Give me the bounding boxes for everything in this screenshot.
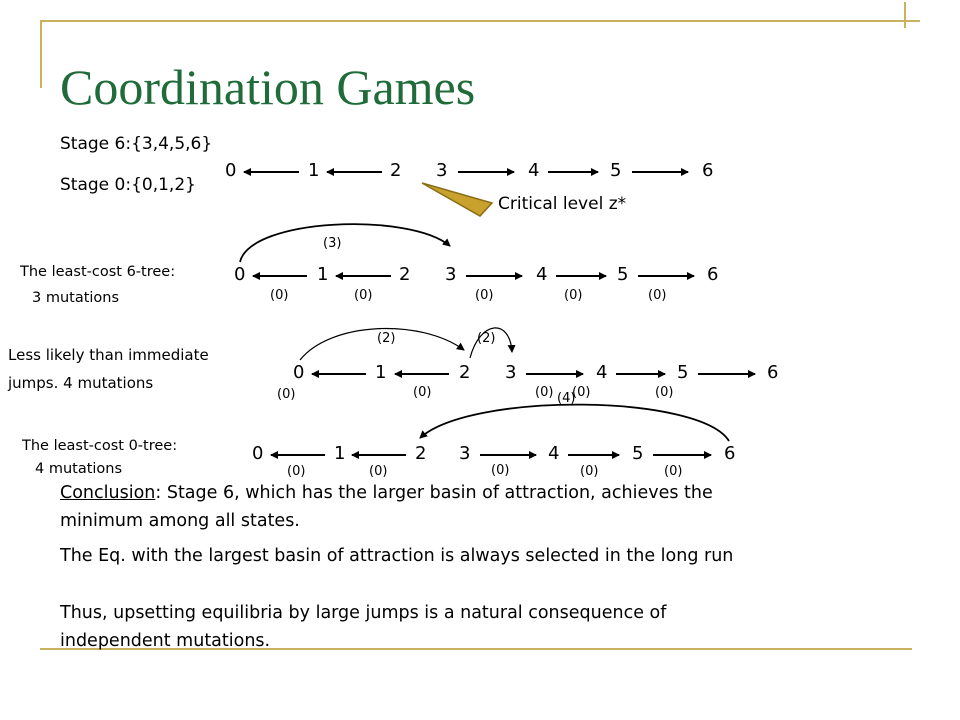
row4-state-5: 5 [632, 443, 644, 464]
row3-state-2: 2 [459, 362, 471, 383]
tree3-jump-cost: (4) [557, 391, 576, 406]
conclusion-line5: independent mutations. [60, 631, 271, 651]
tree3-cost-a: (0) [287, 464, 306, 479]
conclusion-line3: The Eq. with the largest basin of attraction is always selected in the long run [60, 546, 734, 566]
row1-state-6: 6 [702, 160, 714, 181]
conclusion-line1-text: : Stage 6, which has the larger basin of attraction, achieves the [155, 483, 713, 503]
tree3-cost-d: (0) [580, 464, 599, 479]
critical-level-pointer [422, 183, 492, 216]
tree1-jump-arc [240, 224, 450, 262]
conclusion-label: Conclusion [60, 483, 156, 503]
row2-state-6: 6 [707, 264, 719, 285]
tree3-cost-b: (0) [369, 464, 388, 479]
row2-state-1: 1 [317, 264, 329, 285]
conclusion-line4: Thus, upsetting equilibria by large jumps is a natural consequence of [60, 603, 667, 623]
critical-level-label: Critical level z* [498, 194, 627, 214]
row1-state-0: 0 [225, 160, 237, 181]
row2-state-5: 5 [617, 264, 629, 285]
tree2-cost-b: (0) [413, 385, 432, 400]
conclusion-line2: minimum among all states. [60, 511, 300, 531]
slide-title: Coordination Games [60, 59, 476, 115]
row1-state-2: 2 [390, 160, 402, 181]
row2-state-2: 2 [399, 264, 411, 285]
tree2-label-line2: jumps. 4 mutations [8, 374, 154, 392]
tree1-label-line1: The least-cost 6-tree: [20, 264, 176, 280]
tree3-label-line1: The least-cost 0-tree: [22, 438, 178, 454]
row3-state-6: 6 [767, 362, 779, 383]
row1-state-5: 5 [610, 160, 622, 181]
row1-state-1: 1 [308, 160, 320, 181]
tree1-cost-e: (0) [648, 288, 667, 303]
tree3-jump-arc [420, 405, 729, 441]
row2-state-3: 3 [445, 264, 457, 285]
tree2-cost-e: (0) [655, 385, 674, 400]
row3-state-0: 0 [293, 362, 305, 383]
row1-state-4: 4 [528, 160, 540, 181]
row1-state-3: 3 [436, 160, 448, 181]
row3-state-4: 4 [596, 362, 608, 383]
row4-state-1: 1 [334, 443, 346, 464]
row3-state-1: 1 [375, 362, 387, 383]
tree1-label-line2: 3 mutations [32, 290, 120, 306]
tree2-label-line1: Less likely than immediate [8, 346, 209, 364]
row3-state-5: 5 [677, 362, 689, 383]
tree1-cost-c: (0) [475, 288, 494, 303]
row2-state-0: 0 [234, 264, 246, 285]
tree2-jump-arc-a [300, 328, 464, 360]
row2-state-4: 4 [536, 264, 548, 285]
tree3-cost-c: (0) [491, 463, 510, 478]
row4-state-3: 3 [459, 443, 471, 464]
tree2-cost-a: (0) [277, 387, 296, 402]
stage6-label: Stage 6:{3,4,5,6} [60, 134, 213, 154]
tree1-jump-cost: (3) [323, 236, 342, 251]
tree2-jump-arc-b [470, 328, 512, 358]
row4-state-2: 2 [415, 443, 427, 464]
tree2-jump-cost-a: (2) [377, 331, 396, 346]
tree2-cost-d: (0) [572, 385, 591, 400]
tree1-cost-a: (0) [270, 288, 289, 303]
tree3-cost-e: (0) [664, 464, 683, 479]
tree2-jump-cost-b: (2) [477, 331, 496, 346]
row3-state-3: 3 [505, 362, 517, 383]
tree1-cost-b: (0) [354, 288, 373, 303]
row4-state-6: 6 [724, 443, 736, 464]
stage0-label: Stage 0:{0,1,2} [60, 175, 196, 195]
row4-state-4: 4 [548, 443, 560, 464]
tree2-cost-c: (0) [535, 385, 554, 400]
tree3-label-line2: 4 mutations [35, 461, 123, 477]
tree1-cost-d: (0) [564, 288, 583, 303]
row4-state-0: 0 [252, 443, 264, 464]
